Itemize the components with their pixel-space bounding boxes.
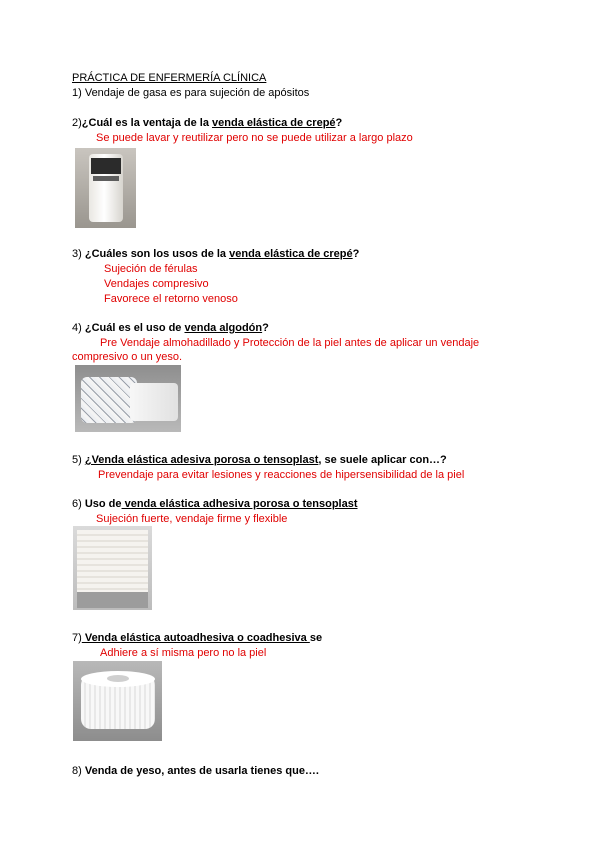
q3-answer-1: Sujeción de férulas bbox=[104, 263, 198, 275]
document-title: PRÁCTICA DE ENFERMERÍA CLÍNICA bbox=[72, 72, 267, 84]
q6-prefix: 6) bbox=[72, 498, 85, 510]
q6-question-text: Uso de bbox=[84, 498, 122, 510]
cotton-bandage-photo bbox=[75, 365, 181, 432]
q3-question-underlined: venda elástica de crepé bbox=[229, 248, 353, 260]
cohesive-bandage-photo bbox=[73, 661, 162, 741]
q3-prefix: 3) bbox=[72, 248, 85, 260]
q4-question-text: ¿Cuál es el uso de bbox=[84, 322, 185, 334]
q3-question bbox=[72, 247, 359, 261]
q3-answer-2: Vendajes compresivo bbox=[104, 278, 209, 290]
q5-prefix: 5) bbox=[72, 454, 85, 466]
q5-question-underlined: ¿Venda elástica adesiva porosa o tensoplast bbox=[84, 454, 319, 466]
crepe-bandage-photo bbox=[75, 148, 136, 228]
q6-question bbox=[72, 497, 358, 511]
q5-answer: Prevendaje para evitar lesiones y reacciones de hipersensibilidad de la piel bbox=[98, 469, 465, 481]
q4-question bbox=[72, 321, 269, 335]
q2-question-text: ¿Cuál es la ventaja de la bbox=[81, 117, 213, 129]
q8-question bbox=[72, 764, 319, 778]
q3-answer-3: Favorece el retorno venoso bbox=[104, 293, 238, 305]
q7-prefix: 7) bbox=[72, 632, 82, 644]
q7-question-end: se bbox=[309, 632, 323, 644]
q6-answer: Sujeción fuerte, vendaje firme y flexible bbox=[96, 513, 288, 525]
q5-question bbox=[72, 453, 447, 467]
q6-question-underlined: venda elástica adhesiva porosa o tensoplast bbox=[121, 498, 358, 510]
q7-answer: Adhiere a sí misma pero no la piel bbox=[100, 647, 267, 659]
q3-question-text: ¿Cuáles son los usos de la bbox=[84, 248, 230, 260]
q2-answer: Se puede lavar y reutilizar pero no se puede utilizar a largo plazo bbox=[96, 132, 413, 144]
q2-question-end: ? bbox=[335, 117, 343, 129]
q7-question bbox=[72, 631, 322, 645]
q2-question bbox=[72, 116, 342, 130]
q2-question-underlined: venda elástica de crepé bbox=[212, 117, 336, 129]
q7-question-underlined: Venda elástica autoadhesiva o coadhesiva bbox=[81, 632, 310, 644]
q8-question-text: Venda de yeso, antes de usarla tienes que…. bbox=[84, 765, 319, 777]
q1-text: 1) Vendaje de gasa es para sujeción de apósitos bbox=[72, 87, 310, 99]
q4-prefix: 4) bbox=[72, 322, 85, 334]
q8-prefix: 8) bbox=[72, 765, 85, 777]
q4-question-underlined: venda algodón bbox=[184, 322, 263, 334]
tensoplast-photo bbox=[73, 526, 152, 610]
q3-question-end: ? bbox=[352, 248, 360, 260]
q2-prefix: 2) bbox=[72, 117, 82, 129]
q4-question-end: ? bbox=[262, 322, 269, 334]
q5-question-end: , se suele aplicar con…? bbox=[318, 454, 447, 466]
q4-answer-line-1: Pre Vendaje almohadillado y Protección de la piel antes de aplicar un vendaje bbox=[100, 337, 480, 349]
q4-answer-line-2: compresivo o un yeso. bbox=[72, 351, 183, 363]
